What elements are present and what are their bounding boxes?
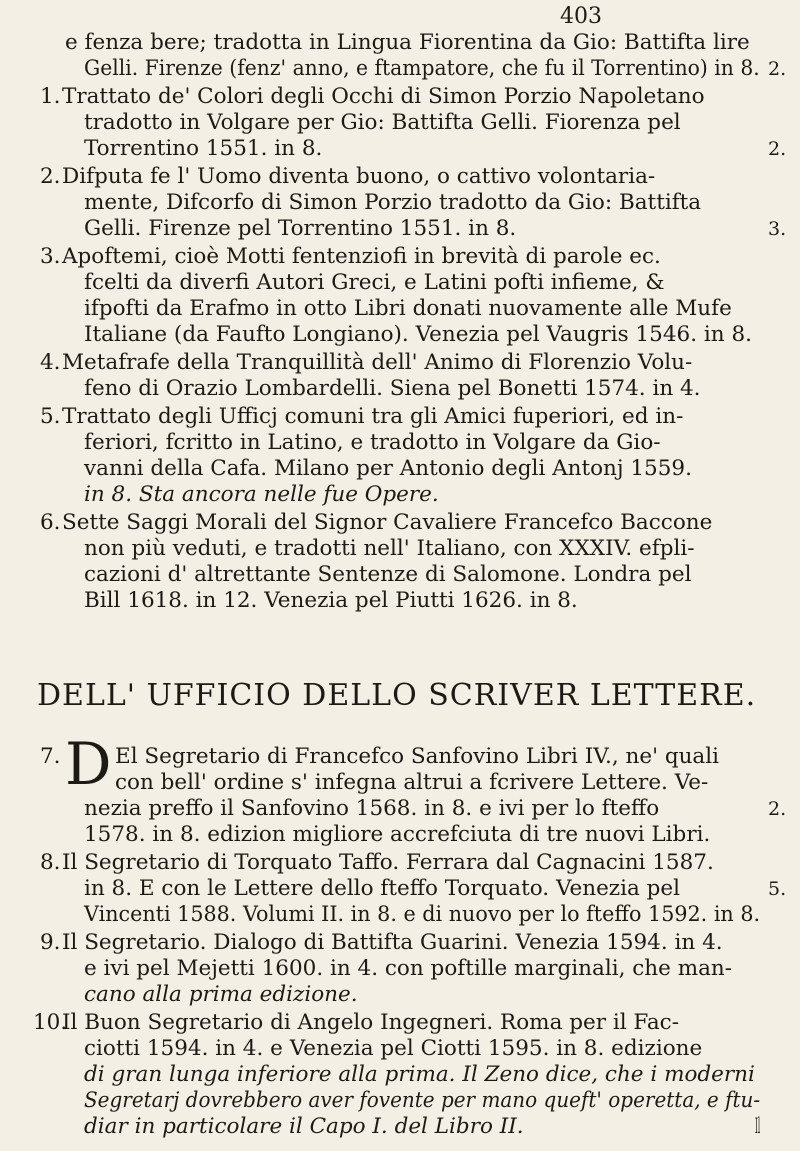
entry-line: non più veduti, e tradotti nell' Italiano, con XXXIV. efpli- [84, 536, 695, 561]
entry-line: Bill 1618. in 12. Venezia pel Piutti 1626. in 8. [84, 588, 578, 613]
entry-number: 2. [40, 164, 61, 189]
entry-line: Metafrafe della Tranquillità dell' Animo di Florenzio Volu- [62, 350, 693, 375]
entry-line: vanni della Cafa. Milano per Antonio degli Antonj 1559. [84, 456, 692, 481]
entry-number: 7. [40, 744, 61, 769]
entry-line: in 8. Sta ancora nelle fue Opere. [84, 482, 439, 507]
entry-number: 6. [40, 510, 61, 535]
entry-line: e ivi pel Mejetti 1600. in 4. con poftille marginali, che man- [84, 956, 733, 981]
entry-line: diar in particolare il Capo I. del Libro II. [84, 1114, 524, 1139]
entry-number: 8. [40, 850, 61, 875]
entry-line: cano alla prima edizione. [84, 982, 358, 1007]
entry-line: feno di Orazio Lombardelli. Siena pel Bonetti 1574. in 4. [84, 376, 701, 401]
entry-line: Italiane (da Faufto Longiano). Venezia pel Vaugris 1546. in 8. [84, 322, 752, 347]
entry-line: ifpofti da Erafmo in otto Libri donati nuovamente alle Mufe [84, 296, 732, 321]
entry-line: Segretarj dovrebbero aver fovente per mano queft' operetta, e ftu- [84, 1088, 761, 1113]
entry-line: con bell' ordine s' infegna altrui a fcrivere Lettere. Ve- [115, 770, 709, 795]
entry-line: di gran lunga inferiore alla prima. Il Zeno dice, che i moderni [84, 1062, 755, 1087]
page-number: 403 [560, 4, 602, 29]
entry-number: 1. [40, 84, 61, 109]
entry-line: Apoftemi, cioè Motti fentenziofi in brevità di parole ec. [62, 244, 661, 269]
entry-line: cazioni d' altrettante Sentenze di Salomone. Londra pel [84, 562, 692, 587]
margin-note: 2. [768, 138, 787, 160]
entry-line: nezia preffo il Sanfovino 1568. in 8. e ivi per lo fteffo [84, 796, 660, 821]
margin-note: 2. [768, 798, 787, 820]
entry-line: 1578. in 8. edizion migliore accrefciuta di tre nuovi Libri. [84, 822, 711, 847]
entry-line: Torrentino 1551. in 8. [84, 136, 323, 161]
entry-number: 10. [33, 1010, 68, 1035]
entry-line: in 8. E con le Lettere dello fteffo Torquato. Venezia pel [84, 876, 681, 901]
drop-cap: D [65, 730, 112, 798]
entry-line: Il Buon Segretario di Angelo Ingegneri. Roma per il Fac- [62, 1010, 679, 1035]
entry-line: mente, Difcorfo di Simon Porzio tradotto da Gio: Battifta [84, 190, 702, 215]
entry-line: Trattato degli Ufficj comuni tra gli Amici fuperiori, ed in- [62, 404, 684, 429]
entry-line: fcelti da diverfi Autori Greci, e Latini pofti infieme, & [84, 270, 665, 295]
entry-number: 9. [40, 930, 61, 955]
entry-line: Vincenti 1588. Volumi II. in 8. e di nuovo per lo fteffo 1592. in 8. [84, 902, 761, 927]
entry-line: tradotto in Volgare per Gio: Battifta Gelli. Fiorenza pel [84, 110, 681, 135]
entry-line: Sette Saggi Morali del Signor Cavaliere Francefco Baccone [62, 510, 713, 535]
section-heading: DELL' UFFICIO DELLO SCRIVER LETTERE. [37, 678, 757, 713]
entry-line: Il Segretario di Torquato Taffo. Ferrara dal Cagnacini 1587. [62, 850, 714, 875]
entry-line: El Segretario di Francefco Sanfovino Libri IV., ne' quali [115, 744, 719, 769]
entry-number: 4. [40, 350, 61, 375]
margin-note: 5. [768, 878, 787, 900]
entry-line: Gelli. Firenze pel Torrentino 1551. in 8. [84, 216, 517, 241]
entry-line: feriori, fcritto in Latino, e tradotto in Volgare da Gio- [84, 430, 661, 455]
entry-line: Difputa fe l' Uomo diventa buono, o cattivo volontaria- [62, 164, 656, 189]
margin-note: 2. [768, 58, 787, 80]
entry-number: 3. [40, 244, 61, 269]
entry-line: Trattato de' Colori degli Occhi di Simon Porzio Napoletano [62, 84, 705, 109]
catchword: Il [755, 1114, 761, 1139]
entry-line: Il Segretario. Dialogo di Battifta Guarini. Venezia 1594. in 4. [62, 930, 723, 955]
intro-line: Gelli. Firenze (fenz' anno, e ftampatore, che fu il Torrentino) in 8. [84, 56, 760, 81]
intro-line: e fenza bere; tradotta in Lingua Fiorentina da Gio: Battifta lire [65, 30, 750, 55]
entry-line: ciotti 1594. in 4. e Venezia pel Ciotti 1595. in 8. edizione [84, 1036, 703, 1061]
entry-number: 5. [40, 404, 61, 429]
margin-note: 3. [768, 218, 787, 240]
